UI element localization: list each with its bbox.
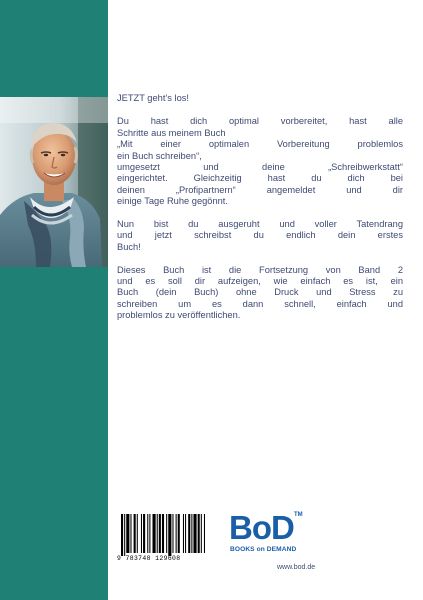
blurb-p1-line: ein Buch schreiben“, [117,150,202,161]
blurb-p1-line: deinen „Profipartnern“ angemeldet und dir [117,184,403,195]
blurb-intro: JETZT geht’s los! [117,93,189,103]
barcode-bar [134,514,136,553]
barcode-bar [204,514,205,553]
barcode-bar [157,514,158,553]
barcode-bar [201,514,202,553]
author-photo-illustration [0,97,108,267]
blurb-paragraph-3 [117,265,403,322]
blurb-p1-line: einige Tage Ruhe gegönnt. [117,196,228,207]
blurb-p3-line: Dieses Buch ist die Fortsetzung von Band 2 [117,264,403,275]
barcode-bar [166,514,167,553]
barcode-bar [191,514,192,553]
publisher-trademark: TM [294,512,303,518]
blurb-p1-line: eingerichtet. Gleichzeitig hast du dich bei [117,173,403,184]
author-photo [0,97,108,267]
barcode-bar [193,514,196,553]
publisher-url: www.bod.de [277,564,316,571]
barcode-bar [147,514,148,553]
barcode-bar [198,514,200,553]
barcode-bar [159,514,161,553]
blurb-p3-line: Buch (dein Buch) ohne Druck und Stress zu [117,287,403,298]
barcode-bar [126,514,129,553]
blurb-p3-line: problemlos zu veröffentlichen. [117,310,241,321]
barcode-bar [121,514,123,556]
blurb-p1-line: Du hast dich optimal vorbereitet, hast alle [117,116,403,127]
barcode-bar [176,514,177,553]
publisher-tagline: BOOKS on DEMAND [230,546,297,553]
blurb-paragraph-1 [117,116,403,207]
barcode-bar [162,514,164,553]
blurb-p1-line: Schritte aus meinem Buch [117,127,226,138]
barcode-bar [153,514,156,553]
barcode-bar [188,514,190,553]
barcode-bar [124,514,125,556]
barcode-bar [143,514,145,553]
barcode-bar [185,514,186,553]
barcode-bar [149,514,150,553]
barcode-bar [172,514,173,553]
blurb-p3-line: schreiben um es dann schnell, einfach und [117,298,403,309]
blurb-p3-line: und es soll dir aufzeigen, wie einfach es ist, ein [117,276,403,287]
barcode-bar [178,514,180,553]
barcode-bar [141,514,142,553]
barcode-bar [137,514,138,553]
barcode-bar [183,514,184,553]
blurb-p2-line: Buch! [117,241,141,252]
publisher-logo [229,510,309,558]
blurb-p2-line: und jetzt schreibst du endlich dein erstes [117,230,403,241]
barcode-bar [168,514,171,556]
blurb-paragraph-2 [117,219,403,253]
blurb-p2-line: Nun bist du ausgeruht und voller Tatendrang [117,219,403,230]
back-cover-blurb [117,93,403,333]
barcode-bars [117,512,212,556]
cover-spine-band [0,0,108,600]
blurb-p1-line: umgesetzt und deine „Schreibwerkstatt“ [117,162,403,173]
publisher-logo-text: BoD [229,509,294,546]
barcode-digits: 9 783748 129608 [117,555,181,562]
barcode-bar [130,514,131,553]
isbn-barcode [117,512,212,576]
blurb-p1-line: „Mit einer optimalen Vorbereitung problemlos [117,139,403,150]
